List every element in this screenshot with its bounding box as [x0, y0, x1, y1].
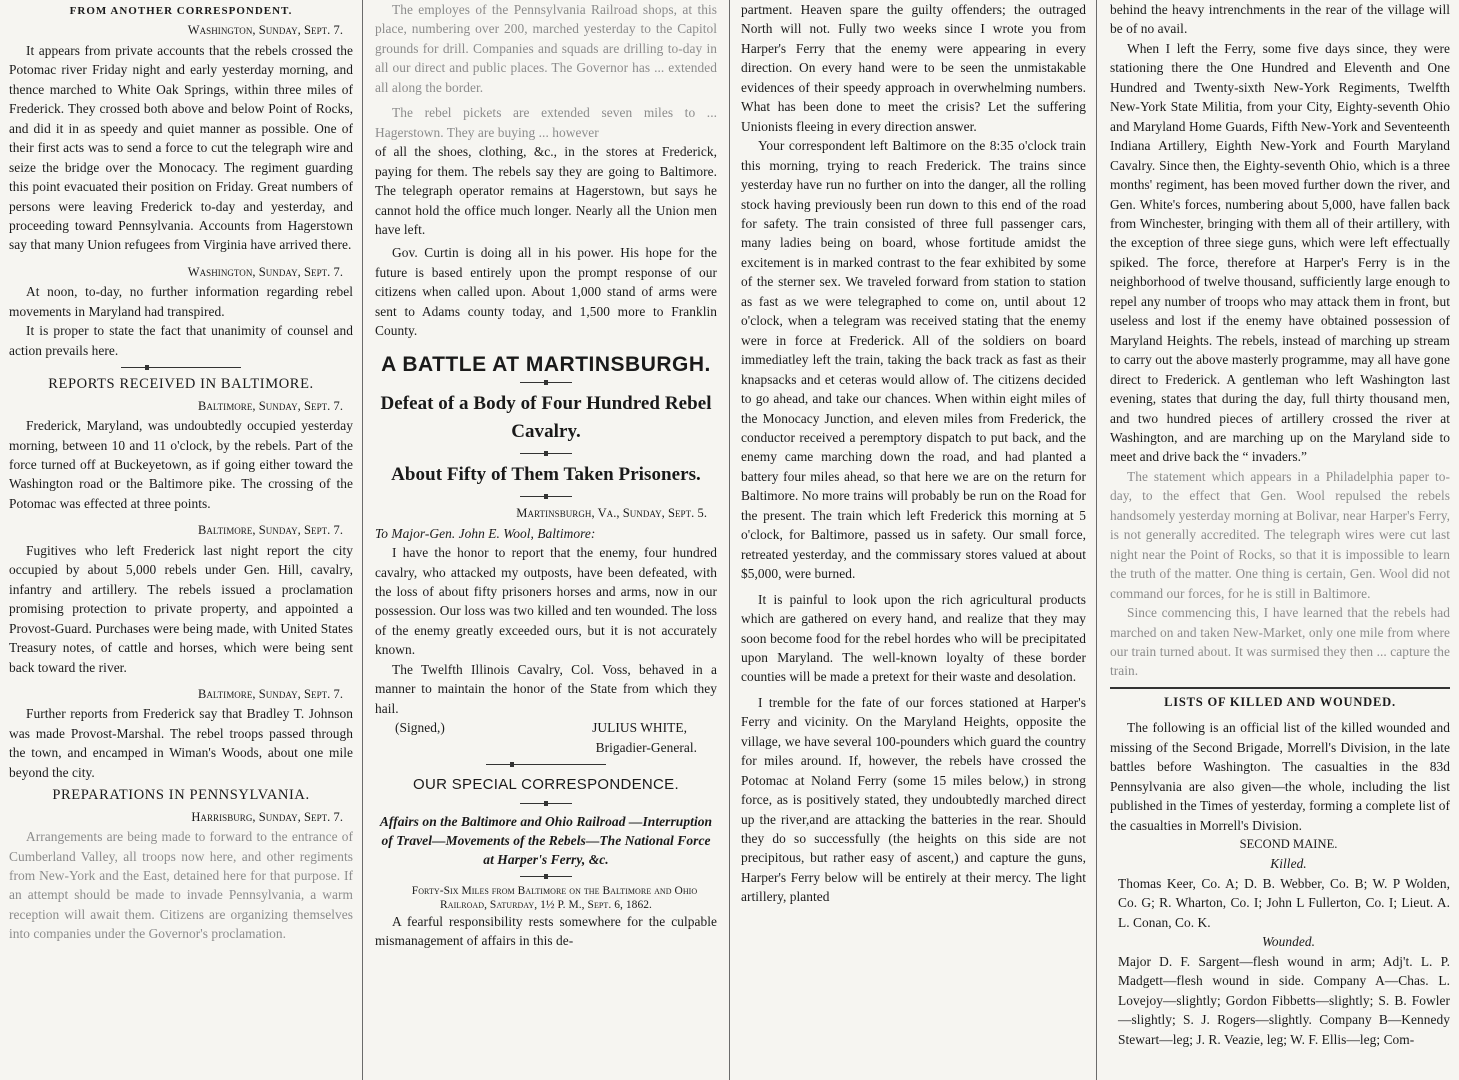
paragraph: A fearful responsibility rests somewhere for the culpable mismanagement of affairs in this de-	[375, 913, 717, 948]
divider	[520, 496, 572, 497]
paragraph: I tremble for the fate of our forces stationed at Harper's Ferry and vicinity. On the Maryland Heights, opposite the village, we have several 100-pounders which guard the country for miles around. If, however, the rebels have crossed the Potomac at Noland Ferry (some 15 miles below,) in strong force, as is positively stated, they undoubtedly marched direct up the river,and are attacking the batteries in the rear. Should they do so successfully (the heights on this side are not precipitous, but rather easy of ascent,) and capture the guns, Harper's Ferry below will be entirely at their mercy. The light artillery, planted	[741, 694, 1086, 905]
paragraph: The rebel pickets are extended seven miles to ... Hagerstown. They are buying ... however	[375, 105, 717, 140]
section-heading: OUR SPECIAL CORRESPONDENCE.	[413, 776, 679, 794]
dateline: Harrisburg, Sunday, Sept. 7.	[191, 809, 343, 824]
article-subheadline: Defeat of a Body of Four Hundred Rebel Cavalry.	[380, 393, 712, 443]
section-heading: REPORTS RECEIVED IN BALTIMORE.	[48, 376, 314, 393]
paragraph: Frederick, Maryland, was undoubtedly occupied yesterday morning, between 10 and 11 o'clock, by the rebels. Part of the force turned off at Buckeyetown, as if going either toward the Washington road or the Baltimore pike. The crossing of the Potomac was effected at three points.	[9, 418, 353, 511]
paragraph: Arrangements are being made to forward to the entrance of Cumberland Valley, all troops now here, and other regiments from New-York and the East, detained here for that purpose. If an attempt should be made to invade Pennsylvania, a warm reception will await them. Citizens are organizing themselves into companies under the Governor's proclamation.	[9, 829, 353, 942]
signer-rank: Brigadier-General.	[595, 739, 697, 755]
signed-label: (Signed,)	[395, 720, 445, 736]
paragraph: The following is an official list of the killed wounded and missing of the Second Brigade, Morrell's Division, in the late battles before Washington. The casualties in the 83d Pennsylvania are also given—the whole, including the list published in the Times of yesterday, forming a complete list of the casualties in Morrell's Division.	[1110, 720, 1450, 833]
signer-name: JULIUS WHITE,	[592, 720, 687, 736]
killed-heading: Killed.	[1270, 856, 1307, 872]
divider	[486, 764, 606, 765]
paragraph: Since commencing this, I have learned that the rebels had marched on and taken New-Market, only one mile from where our train turned about. It was surmised they then ... capture the train.	[1110, 605, 1450, 679]
paragraph: The statement which appears in a Philadelphia paper to-day, to the effect that Gen. Wool repulsed the rebels handsomely yesterday morning at Bolivar, near Harper's Ferry, is not generally accredited. The telegraph wires were cut last night near the Point of Rocks, so that it is impossible to learn the truth of the matter. One thing is certain, Gen. Wool did not command our forces, for he is still in Baltimore.	[1110, 468, 1450, 601]
column-rule	[729, 0, 730, 1080]
column-4	[1102, 0, 1455, 1080]
wounded-heading: Wounded.	[1261, 934, 1316, 950]
paragraph: partment. Heaven spare the guilty offenders; the outraged North will not. Fully two weeks since I wrote you from Harper's Ferry that the enemy were appearing in every direction. On every hand were to be seen the unmistakable evidences of their speedy approach in overwhelming numbers. What has been done to meet the crisis? Let the suffering Unionists fleeing in every direction answer.	[741, 2, 1086, 134]
paragraph: Fugitives who left Frederick last night report the city occupied by about 5,000 rebels under Gen. Hill, cavalry, infantry and artillery. The rebels issued a proclamation promising protection to private property, and appointed a Provost-Guard. Purchases were being made, with United States Treasury notes, of cattle and horses, which were being sent back toward the river.	[9, 542, 353, 675]
paragraph: of all the shoes, clothing, &c., in the stores at Frederick, paying for them. The rebels say they are going to Baltimore. The telegraph operator remains at Hagerstown, but says he cannot hold the office much longer. Nearly all the Union men have left.	[375, 144, 717, 237]
paragraph: It appears from private accounts that the rebels crossed the Potomac river Friday night and early yesterday morning, and thence marched to White Oak Springs, within three miles of Frederick. They crossed both above and below Point of Rocks, and did it in as speedy and quiet manner as possible. One of their first acts was to send a force to cut the telegraph wire and seize the bridge over the Monocacy. The regiment guarding this point evacuated their position on Friday. Great numbers of persons were leaving Frederick to-day and yesterday, and proceeding toward Pennsylvania. Accounts from Hagerstown say that many Union refugees from Virginia have arrived there.	[9, 42, 353, 253]
paragraph: behind the heavy intrenchments in the rear of the village will be of no avail.	[1110, 2, 1450, 37]
article-headline: A BATTLE AT MARTINSBURGH.	[381, 352, 711, 376]
paragraph: Your correspondent left Baltimore on the 8:35 o'clock train this morning, trying to reach Frederick. The trains since yesterday have run no further on into the danger, all the rolling stock having previously been run down to this end of the road for safety. The train consisted of three full passenger cars, many ladies being on board, whose fortitude amidst the excitement is in marked contrast to the fear exhibited by some of the sterner sex. We traveled forward from station to station as fast as we were telegraphed to come on, until about 12 o'clock, when a telegram was received stating that the enemy were in force at Frederick. All of the soldiers on board immediatley left the train, taking the back track as fast as their knapsacks and et ceteras would allow of. The citizens decided to go ahead, and take our chances. When within eight miles of the Monocacy Junction, and eleven miles from Frederick, the conductor received a peremptory dispatch to put back, and the enemy came marching down the road, and had planted a battery four miles ahead, so that here we are on the return for Baltimore. No more trains will probably be run on the Road for the present. The train which left Frederick this morning at 5 o'clock, for Baltimore, passed us in safety. Our small force, retreated yesterday, and the commissary stores valued at about $5,000, were burned.	[741, 138, 1086, 582]
dateline: Washington, Sunday, Sept. 7.	[187, 23, 343, 38]
paragraph: When I left the Ferry, some five days since, they were stationing there the One Hundred and Eleventh and One Hundred and Twenty-sixth New-York Regiments, Twelfth New-York State Militia, from your City, Eighty-seventh Ohio and Maryland Home Guards, Fifth New-York and Seventeenth Indiana Artillery, Eighth New-York and Fourth Maryland Cavalry. Since then, the Eighty-seventh Ohio, which is a three months' regiment, has been moved further down the river, and Gen. White's forces, numbering about 5,000, have fallen back from Winchester, bringing with them all of their artillery, with the exception of three siege guns, which were left effectually spiked. The force, therefore at Harper's Ferry is in the neighborhood of twelve thousand, sufficiently large enough to repel any number of troops who may attack them in front, but useless and lost if the enemy have obtained possession of Maryland Heights. The rebels, instead of marching up stream to carry out the above masterly programme, may all have gone direct to Frederick. A gentleman who left Washington last evening, states that during the day, full thirty thousand men, and two hundred pieces of artillery crossed the river at Washington, and are marching up on the Maryland side to meet and drive back the “ invaders.”	[1110, 40, 1450, 465]
casualty-list: Thomas Keer, Co. A; D. B. Webber, Co. B; W. P Wolden, Co. G; R. Wharton, Co. I; John L Fullerton, Co. I; Lieut. A. L. Conan, Co. K.	[1118, 875, 1450, 930]
divider	[121, 367, 241, 368]
column-2	[369, 0, 722, 1080]
column-3	[735, 0, 1091, 1080]
column-1	[5, 0, 357, 1080]
paragraph: At noon, to-day, no further information regarding rebel movements in Maryland had transpired.	[9, 284, 353, 319]
signature	[375, 718, 717, 737]
paragraph: The Twelfth Illinois Cavalry, Col. Voss, behaved in a manner to maintain the honor of the State from which they hail.	[375, 661, 717, 716]
section-heading: PREPARATIONS IN PENNSYLVANIA.	[52, 787, 310, 804]
dateline: Baltimore, Sunday, Sept. 7.	[197, 523, 343, 538]
paragraph: I have the honor to report that the enemy, four hundred cavalry, who attacked my outposts, have been defeated, with the loss of about fifty prisoners horses and arms, now in our possession. Our loss was two killed and ten wounded. The loss of the enemy greatly exceeded ours, but it is not accurately known.	[375, 545, 717, 658]
dateline: Forty-Six Miles from Baltimore on the Baltimore and Ohio Railroad, Saturday, 1½ P. M., Sept. 6, 1862.	[411, 884, 698, 911]
section-heading: FROM ANOTHER CORRESPONDENT.	[69, 5, 293, 17]
unit-heading: SECOND MAINE.	[1239, 837, 1338, 852]
section-heading: LISTS OF KILLED AND WOUNDED.	[1110, 687, 1450, 712]
column-rule	[362, 0, 363, 1080]
article-deck: Affairs on the Baltimore and Ohio Railroad —Interruption of Travel—Movements of the Rebels—The National Force at Harper's Ferry, &c.	[379, 813, 713, 867]
divider	[520, 382, 572, 383]
dateline: Martinsburgh, Va., Sunday, Sept. 5.	[516, 506, 707, 521]
article-subheadline: About Fifty of Them Taken Prisoners.	[391, 464, 701, 486]
paragraph: Gov. Curtin is doing all in his power. His hope for the future is based entirely upon the prompt response of our citizens when called upon. About 1,000 stand of arms were sent to Adams county today, and 1,500 more to Franklin County.	[375, 245, 717, 339]
divider	[520, 803, 572, 804]
dateline: Baltimore, Sunday, Sept. 7.	[197, 398, 343, 413]
dateline: Washington, Sunday, Sept. 7.	[187, 264, 343, 279]
dateline: Baltimore, Sunday, Sept. 7.	[197, 686, 343, 701]
divider	[520, 453, 572, 454]
paragraph: It is painful to look upon the rich agricultural products which are gathered on every hand, and realize that they may soon become food for the rebel hordes who will be precipitated upon Maryland. The well-known loyalty of these border counties will be made a pretext for their waste and desolation.	[741, 591, 1086, 685]
addressee: To Major-Gen. John E. Wool, Baltimore:	[375, 525, 596, 541]
paragraph: Further reports from Frederick say that Bradley T. Johnson was made Provost-Marshal. The rebel troops passed through the town, and encamped in Wiman's Woods, about one mile beyond the city.	[9, 706, 353, 780]
paragraph: The employes of the Pennsylvania Railroad shops, at this place, numbering over 200, marched yesterday to the Capitol grounds for drill. Companies and squads are drilling to-day in all our direct and public places. The Governor has ... extended all along the border.	[375, 2, 717, 95]
divider	[520, 876, 572, 877]
column-rule	[1096, 0, 1097, 1080]
paragraph: It is proper to state the fact that unanimity of counsel and action prevails here.	[9, 323, 353, 358]
casualty-list: Major D. F. Sargent—flesh wound in arm; Adj't. L. P. Madgett—flesh wound in side. Company A—Chas. L. Lovejoy—slightly; Gordon Fibbetts—slightly; S. B. Fowler—slightly; S. J. Rogers—slightly. Company B—Kennedy Stewart—leg; J. R. Veazie, leg; W. F. Ellis—leg; Com-	[1118, 953, 1450, 1047]
